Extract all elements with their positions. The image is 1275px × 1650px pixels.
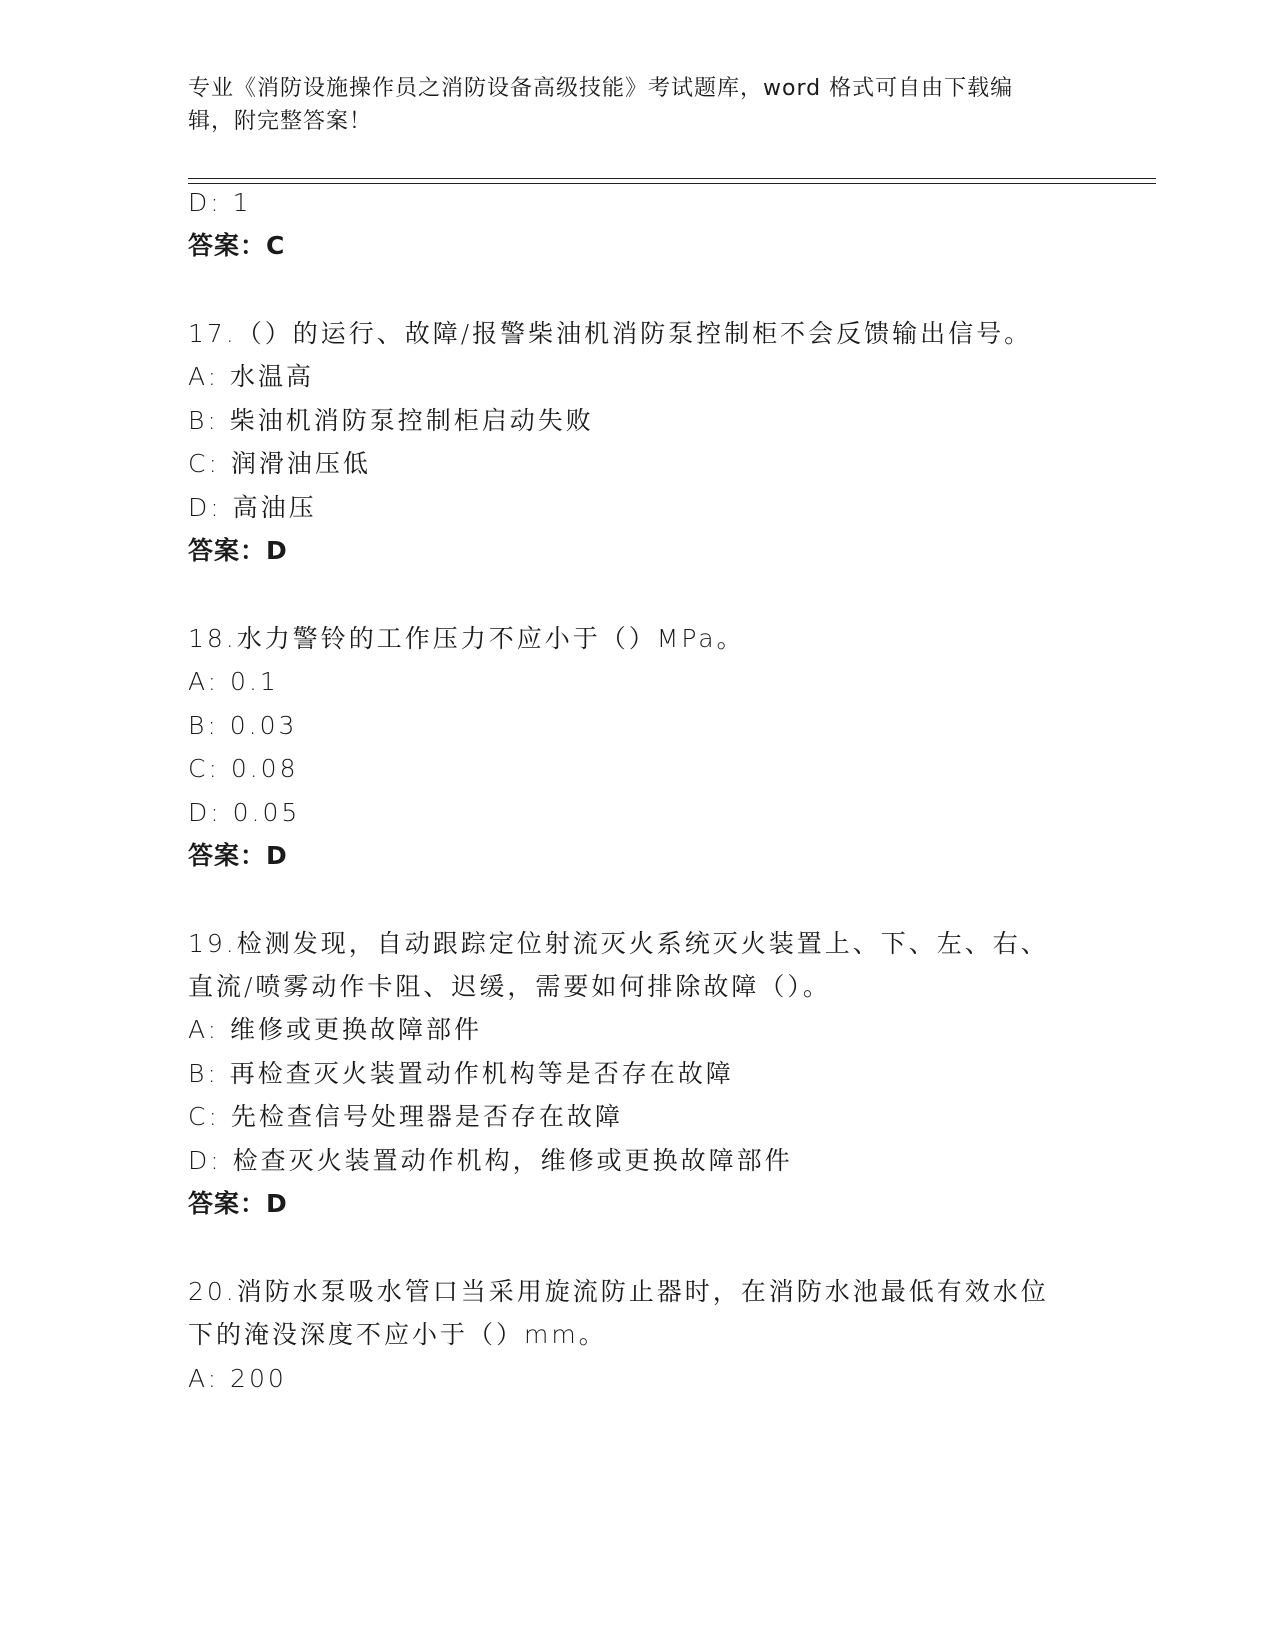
q17-option-a: A: 水温高 (188, 362, 315, 391)
header-line-1: 专业《消防设施操作员之消防设备高级技能》考试题库，word 格式可自由下载编 (188, 76, 1014, 101)
q18-stem: 18.水力警铃的工作压力不应小于（）MPa。 (188, 624, 745, 653)
q17-answer: 答案：D (188, 536, 288, 565)
q20-stem-line-1: 20.消防水泵吸水管口当采用旋流防止器时，在消防水池最低有效水位 (188, 1277, 1049, 1306)
q18-option-c: C: 0.08 (188, 754, 299, 783)
q19-answer: 答案：D (188, 1189, 288, 1218)
q19-stem-line-1: 19.检测发现，自动跟踪定位射流灭火系统灭火装置上、下、左、右、 (188, 929, 1049, 958)
header-line-2: 辑，附完整答案！ (188, 109, 373, 134)
q18-option-b: B: 0.03 (188, 711, 298, 740)
prev-option-d: D: 1 (188, 188, 252, 217)
q20-stem-line-2: 下的淹没深度不应小于（）mm。 (188, 1320, 607, 1349)
q19-option-b: B: 再检查灭火装置动作机构等是否存在故障 (188, 1059, 734, 1088)
q19-option-a: A: 维修或更换故障部件 (188, 1015, 483, 1044)
q17-option-b: B: 柴油机消防泵控制柜启动失败 (188, 406, 594, 435)
document-header (188, 72, 1088, 138)
q18-answer: 答案：D (188, 841, 288, 870)
header-divider (188, 178, 1156, 184)
q20-option-a: A: 200 (188, 1364, 287, 1393)
q19-option-c: C: 先检查信号处理器是否存在故障 (188, 1102, 623, 1131)
q17-option-c: C: 润滑油压低 (188, 449, 371, 478)
q19-stem-line-2: 直流/喷雾动作卡阻、迟缓，需要如何排除故障（）。 (188, 972, 831, 1001)
prev-answer: 答案：C (188, 231, 286, 260)
q18-option-d: D: 0.05 (188, 798, 301, 827)
q19-option-d: D: 检查灭火装置动作机构，维修或更换故障部件 (188, 1146, 793, 1175)
q18-option-a: A: 0.1 (188, 667, 279, 696)
q17-option-d: D: 高油压 (188, 493, 317, 522)
q17-stem: 17.（）的运行、故障/报警柴油机消防泵控制柜不会反馈输出信号。 (188, 319, 1033, 348)
